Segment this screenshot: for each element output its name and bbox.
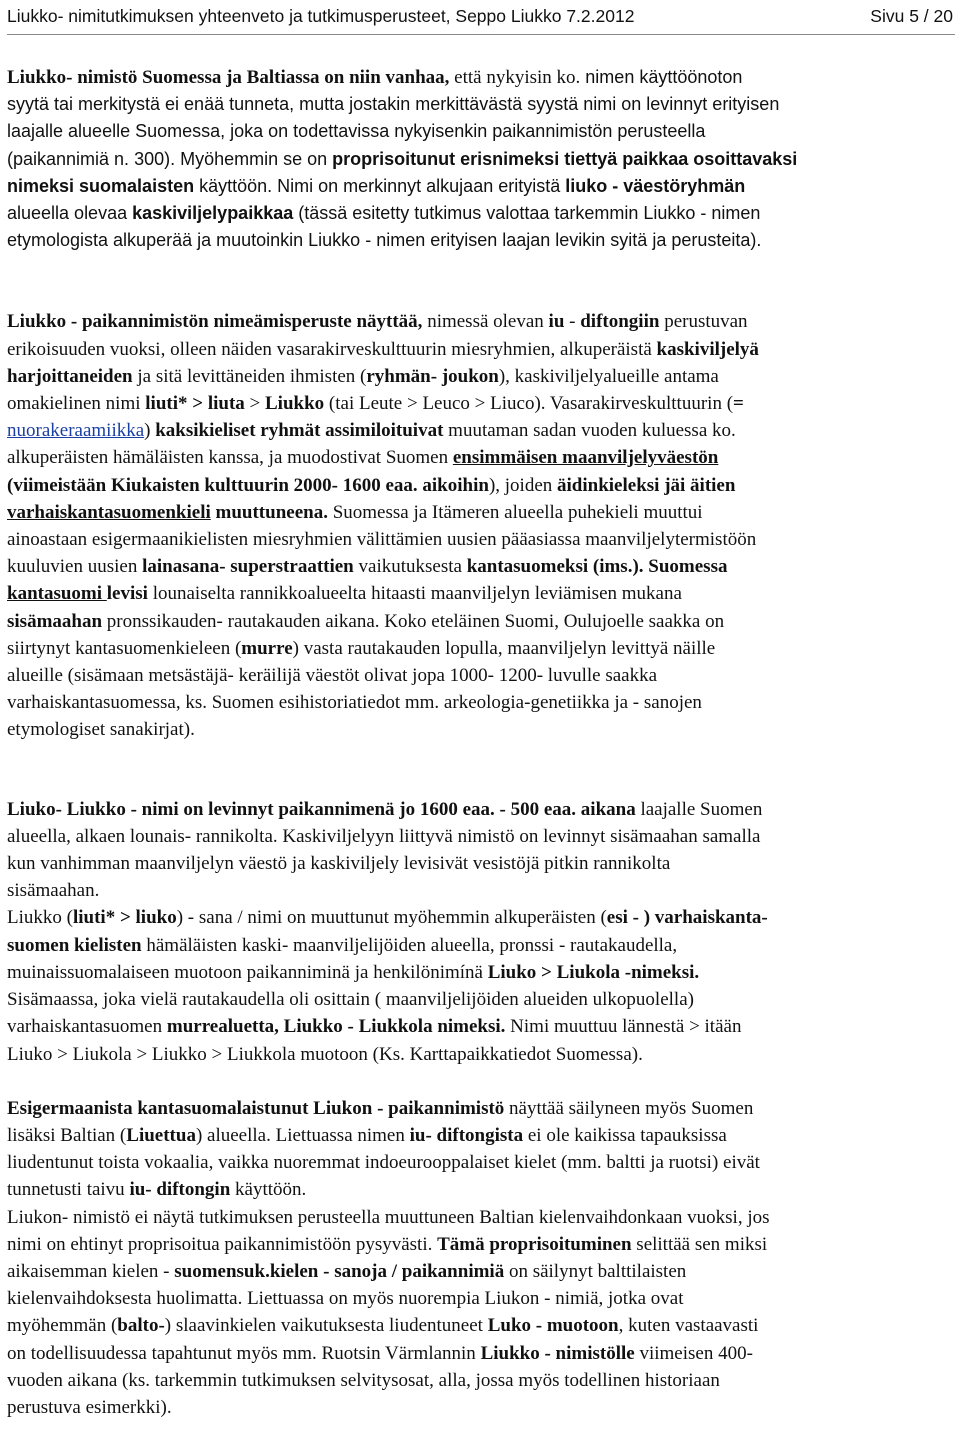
text-line: Liuko > Liukola > Liukko > Liukkola muotoon (Ks. Karttapaikkatiedot Suomessa). — [7, 1043, 643, 1065]
text: muinaissuomalaiseen muotoon paikanniminä ja henkilönimínä — [7, 961, 488, 983]
text: näyttää säilyneen myös Suomen — [504, 1097, 754, 1119]
bold-text: liuti* > liuta — [145, 393, 245, 415]
text-line — [7, 932, 953, 959]
document-title: Liukko- nimitutkimuksen yhteenveto ja tutkimusperusteet, Seppo Liukko 7.2.2012 — [7, 6, 635, 26]
bold-text: proprisoitunut erisnimeksi tiettyä paikkaa osoittavaksi — [332, 148, 798, 169]
bold-text: harjoittaneiden — [7, 365, 133, 387]
paragraph-spread — [7, 796, 953, 1068]
bold-text: (viimeistään Kiukaisten kulttuurin 2000- 1600 eaa. aikoihin — [7, 474, 489, 496]
bold-text: lainasana- superstraattien — [142, 556, 354, 578]
text-line: sisämaahan. — [7, 880, 100, 902]
bold-text: Esigermaanista kantasuomalaistunut Liukon - paikannimistö — [7, 1097, 505, 1119]
text: ) vasta rautakauden lopulla, maanviljelyn levittyä näille — [292, 637, 716, 659]
text: Suomessa ja Itämeren alueella puhekieli muuttui — [327, 501, 703, 523]
text: nimessä olevan — [422, 311, 549, 333]
text-line: etymologiset sanakirjat). — [7, 719, 195, 741]
text-line — [7, 1176, 953, 1203]
page-header — [7, 0, 955, 35]
text-line — [7, 904, 953, 931]
text-line: syytä tai merkitystä ei enää tunneta, mutta jostakin merkittävästä syystä nimi on levinnyt erityisen — [7, 94, 780, 115]
text-line — [7, 200, 953, 227]
underlined-bold-text: ensimmäisen maanviljelyväestön — [452, 447, 719, 469]
text: kuuluvien uusien — [7, 556, 143, 578]
bold-text: kaskiviljelypaikkaa — [132, 203, 294, 224]
text: ), joiden — [488, 474, 558, 496]
text-line: vuoden aikana (ks. tarkemmin tutkimuksen selvitysosat, alla, jossa myös todellinen historiaan — [7, 1369, 720, 1391]
paragraph-baltic — [7, 1095, 953, 1421]
text: perustuvan — [659, 311, 748, 333]
bold-text: balto- — [117, 1315, 165, 1337]
text-line: kun vanhimman maanviljelyn väestö ja kaskiviljely levisivät vesistöjä pitkin rannikolta — [7, 853, 671, 875]
bold-text: Liuko- Liukko - nimi on levinnyt paikannimenä jo 1600 eaa. - 500 eaa. aikana — [7, 798, 636, 820]
bold-text: esi - ) varhaiskanta- — [606, 907, 768, 929]
text-line: laajalle alueelle Suomessa, joka on todettavissa nykyisenkin paikannimistön perusteella — [7, 121, 706, 142]
text-line: kielenvaihdoksesta huolimatta. Liettuassa on myös nuorempia Liukon - nimiä, jotka ovat — [7, 1288, 684, 1310]
text: erikoisuuden vuoksi, olleen näiden vasarakirveskulttuurin miesryhmien, alkuperäistä — [7, 338, 657, 360]
text: - — [564, 311, 581, 333]
text: Nimi muuttuu lännestä > itään — [505, 1016, 742, 1038]
text: on säilynyt balttilaisten — [504, 1260, 687, 1282]
text: Liukko ( — [7, 907, 73, 929]
text: lisäksi Baltian ( — [7, 1124, 127, 1146]
text-line — [7, 635, 953, 662]
bold-text: = — [733, 393, 744, 415]
text-line — [7, 472, 953, 499]
text-line — [7, 390, 953, 417]
text: > — [244, 393, 265, 415]
text: että nykyisin ko. — [449, 67, 581, 88]
bold-text: ryhmän- joukon — [366, 365, 499, 387]
text: ) - sana / nimi on muuttunut myöhemmin alkuperäisten ( — [176, 907, 607, 929]
text: lounaiselta rannikkoalueelta hitaasti maanviljelyn leviämisen mukana — [147, 583, 682, 605]
bold-text: suomen kielisten — [7, 934, 142, 956]
text-line: alueella, alkaen lounais- rannikolta. Kaskiviljelyyn liittyvä nimistö on levinnyt sisämaahan samalla — [7, 825, 761, 847]
nuorakeraamiikka-link[interactable]: nuorakeraamiikka — [7, 420, 145, 442]
text-line — [7, 1312, 953, 1339]
text-line — [7, 499, 953, 526]
bold-text: Liukko - nimistölle — [480, 1342, 635, 1364]
text: selittää sen miksi — [631, 1233, 768, 1255]
text-line: alueille (sisämaan metsästäjä- keräilijä väestöt olivat jopa 1000- 1200- luvulle saakka — [7, 665, 658, 687]
text-line — [7, 64, 953, 91]
bold-text: iu — [548, 311, 565, 333]
text: ) slaavinkielen vaikutuksesta liudentuneet — [164, 1315, 488, 1337]
bold-text: iu- diftongin — [129, 1179, 231, 1201]
text-line: Liukon- nimistö ei näytä tutkimuksen perusteella muuttuneen Baltian kielenvaihdonkaan vuoksi, jos — [7, 1206, 770, 1228]
text-line — [7, 608, 953, 635]
text-line — [7, 1013, 953, 1040]
text: laajalle Suomen — [635, 798, 763, 820]
text: ja sitä levittäneiden ihmisten ( — [132, 365, 367, 387]
text-line: varhaiskantasuomessa, ks. Suomen esihistoriatiedot mm. arkeologia-genetiikka ja - sanojen — [7, 692, 702, 714]
bold-text: Liukko- nimistö Suomessa ja Baltiassa on niin vanhaa, — [7, 67, 450, 88]
text: viimeisen 400- — [634, 1342, 753, 1364]
text-line — [7, 336, 953, 363]
text: on todellisuudessa tapahtunut myös mm. Ruotsin Värmlannin — [7, 1342, 481, 1364]
bold-text: Liukko - paikannimistön nimeämisperuste näyttää, — [7, 311, 423, 333]
text-line: perustuva esimerkki). — [7, 1396, 172, 1418]
text: (tai Leute > Leuco > Liuco). Vasarakirveskulttuurin ( — [324, 393, 734, 415]
paragraph-naming-basis — [7, 308, 953, 743]
text-line — [7, 1231, 953, 1258]
bold-text: Tämä proprisoituminen — [437, 1233, 632, 1255]
underlined-bold-text: varhaiskantasuomenkieli — [7, 501, 211, 523]
text: muutaman sadan vuoden kuluessa ko. — [443, 420, 736, 442]
text: siirtynyt kantasuomenkieleen ( — [7, 637, 242, 659]
text-line — [7, 796, 953, 823]
text: vaikutuksesta — [353, 556, 467, 578]
bold-text: Liuettua — [126, 1124, 196, 1146]
text: Nimi on merkinnyt alkujaan erityistä — [272, 175, 566, 196]
text-line — [7, 363, 953, 390]
bold-text: liuti* > liuko — [72, 907, 177, 929]
bold-text: suomensuk.kielen - sanoja / paikannimiä — [174, 1260, 505, 1282]
bold-text: iu- diftongista — [409, 1124, 524, 1146]
bold-text: kaskiviljelyä — [656, 338, 759, 360]
text: käyttöön. — [194, 175, 273, 196]
text: myöhemmän ( — [7, 1315, 118, 1337]
text-line — [7, 1340, 953, 1367]
text-line — [7, 959, 953, 986]
text-line — [7, 1122, 953, 1149]
text: ), kaskiviljelyalueille antama — [498, 365, 719, 387]
text-line: ainoastaan esigermaanikielisten miesryhmien välittämien uusien pääasiassa maanviljelytermistöön — [7, 529, 757, 551]
text-line — [7, 1095, 953, 1122]
text-line — [7, 173, 953, 200]
text-line: liudentunut toista vokaalia, vaikka nuoremmat indoeurooppalaiset kielet (mm. baltti ja ruotsi) eivät — [7, 1152, 760, 1174]
text: pronssikauden- rautakauden aikana. Koko eteläinen Suomi, Oulujoelle saakka on — [102, 610, 725, 632]
text: tunnetusti taivu — [7, 1179, 130, 1201]
text: , kuten vastaavasti — [618, 1315, 759, 1337]
text: nimi on ehtinyt proprisoitua paikannimistöön pysyvästi. — [7, 1233, 438, 1255]
text: varhaiskantasuomen — [7, 1016, 167, 1038]
bold-text: diftongiin — [580, 311, 660, 333]
underlined-bold-text: kantasuomi — [7, 583, 107, 605]
text-line: etymologista alkuperää ja muutoinkin Liukko - nimen erityisen laajan levikin syitä ja perusteita). — [7, 230, 762, 251]
text-line — [7, 553, 953, 580]
text: omakielinen nimi — [7, 393, 146, 415]
text: nimen käyttöönoton — [580, 67, 743, 87]
text: (tässä esitetty tutkimus valottaa tarkemmin Liukko - nimen — [293, 203, 761, 224]
bold-text: Liukko — [265, 393, 325, 415]
text-line — [7, 308, 953, 335]
bold-text: murre — [241, 637, 293, 659]
text: ei ole kaikissa tapauksissa — [523, 1124, 727, 1146]
text-line — [7, 444, 953, 471]
text: aikaisemman kielen - — [7, 1260, 175, 1282]
bold-text: äidinkieleksi jäi äitien — [557, 474, 736, 496]
bold-text: liuko - väestöryhmän — [565, 175, 746, 196]
page-indicator: Sivu 5 / 20 — [870, 6, 953, 26]
bold-text: muuttuneena. — [210, 501, 328, 523]
bold-text: kantasuomeksi (ims.). Suomessa — [466, 556, 728, 578]
text-line: Sisämaassa, joka vielä rautakaudella oli osittain ( maanviljelijöiden alueiden ulkopuolella) — [7, 989, 694, 1011]
bold-text: murrealuetta, Liukko - Liukkola nimeksi. — [166, 1016, 506, 1038]
bold-text: sisämaahan — [7, 610, 103, 632]
text-line — [7, 417, 953, 444]
text: käyttöön. — [230, 1179, 307, 1201]
bold-text: nimeksi suomalaisten — [7, 175, 195, 196]
bold-text: Liuko > Liukola -nimeksi. — [487, 961, 700, 983]
text-line — [7, 580, 953, 607]
text: alkuperäisten hämäläisten kanssa, ja muodostivat Suomen — [7, 447, 453, 469]
text: hämäläisten kaski- maanviljelijöiden alueella, pronssi - rautakaudella, — [141, 934, 678, 956]
paragraph-intro — [7, 64, 953, 254]
bold-text: kaksikieliset ryhmät assimiloituivat — [155, 420, 444, 442]
text: (paikannimiä n. 300). Myöhemmin se on — [7, 148, 333, 169]
bold-text: Luko - muotoon — [487, 1315, 619, 1337]
text-line — [7, 1258, 953, 1285]
text: ) alueella. Liettuassa nimen — [195, 1124, 410, 1146]
text: ) — [144, 420, 156, 442]
bold-text: levisi — [106, 583, 148, 605]
document-body — [7, 64, 953, 1421]
text-line — [7, 146, 953, 173]
text: alueella olevaa — [7, 203, 133, 224]
